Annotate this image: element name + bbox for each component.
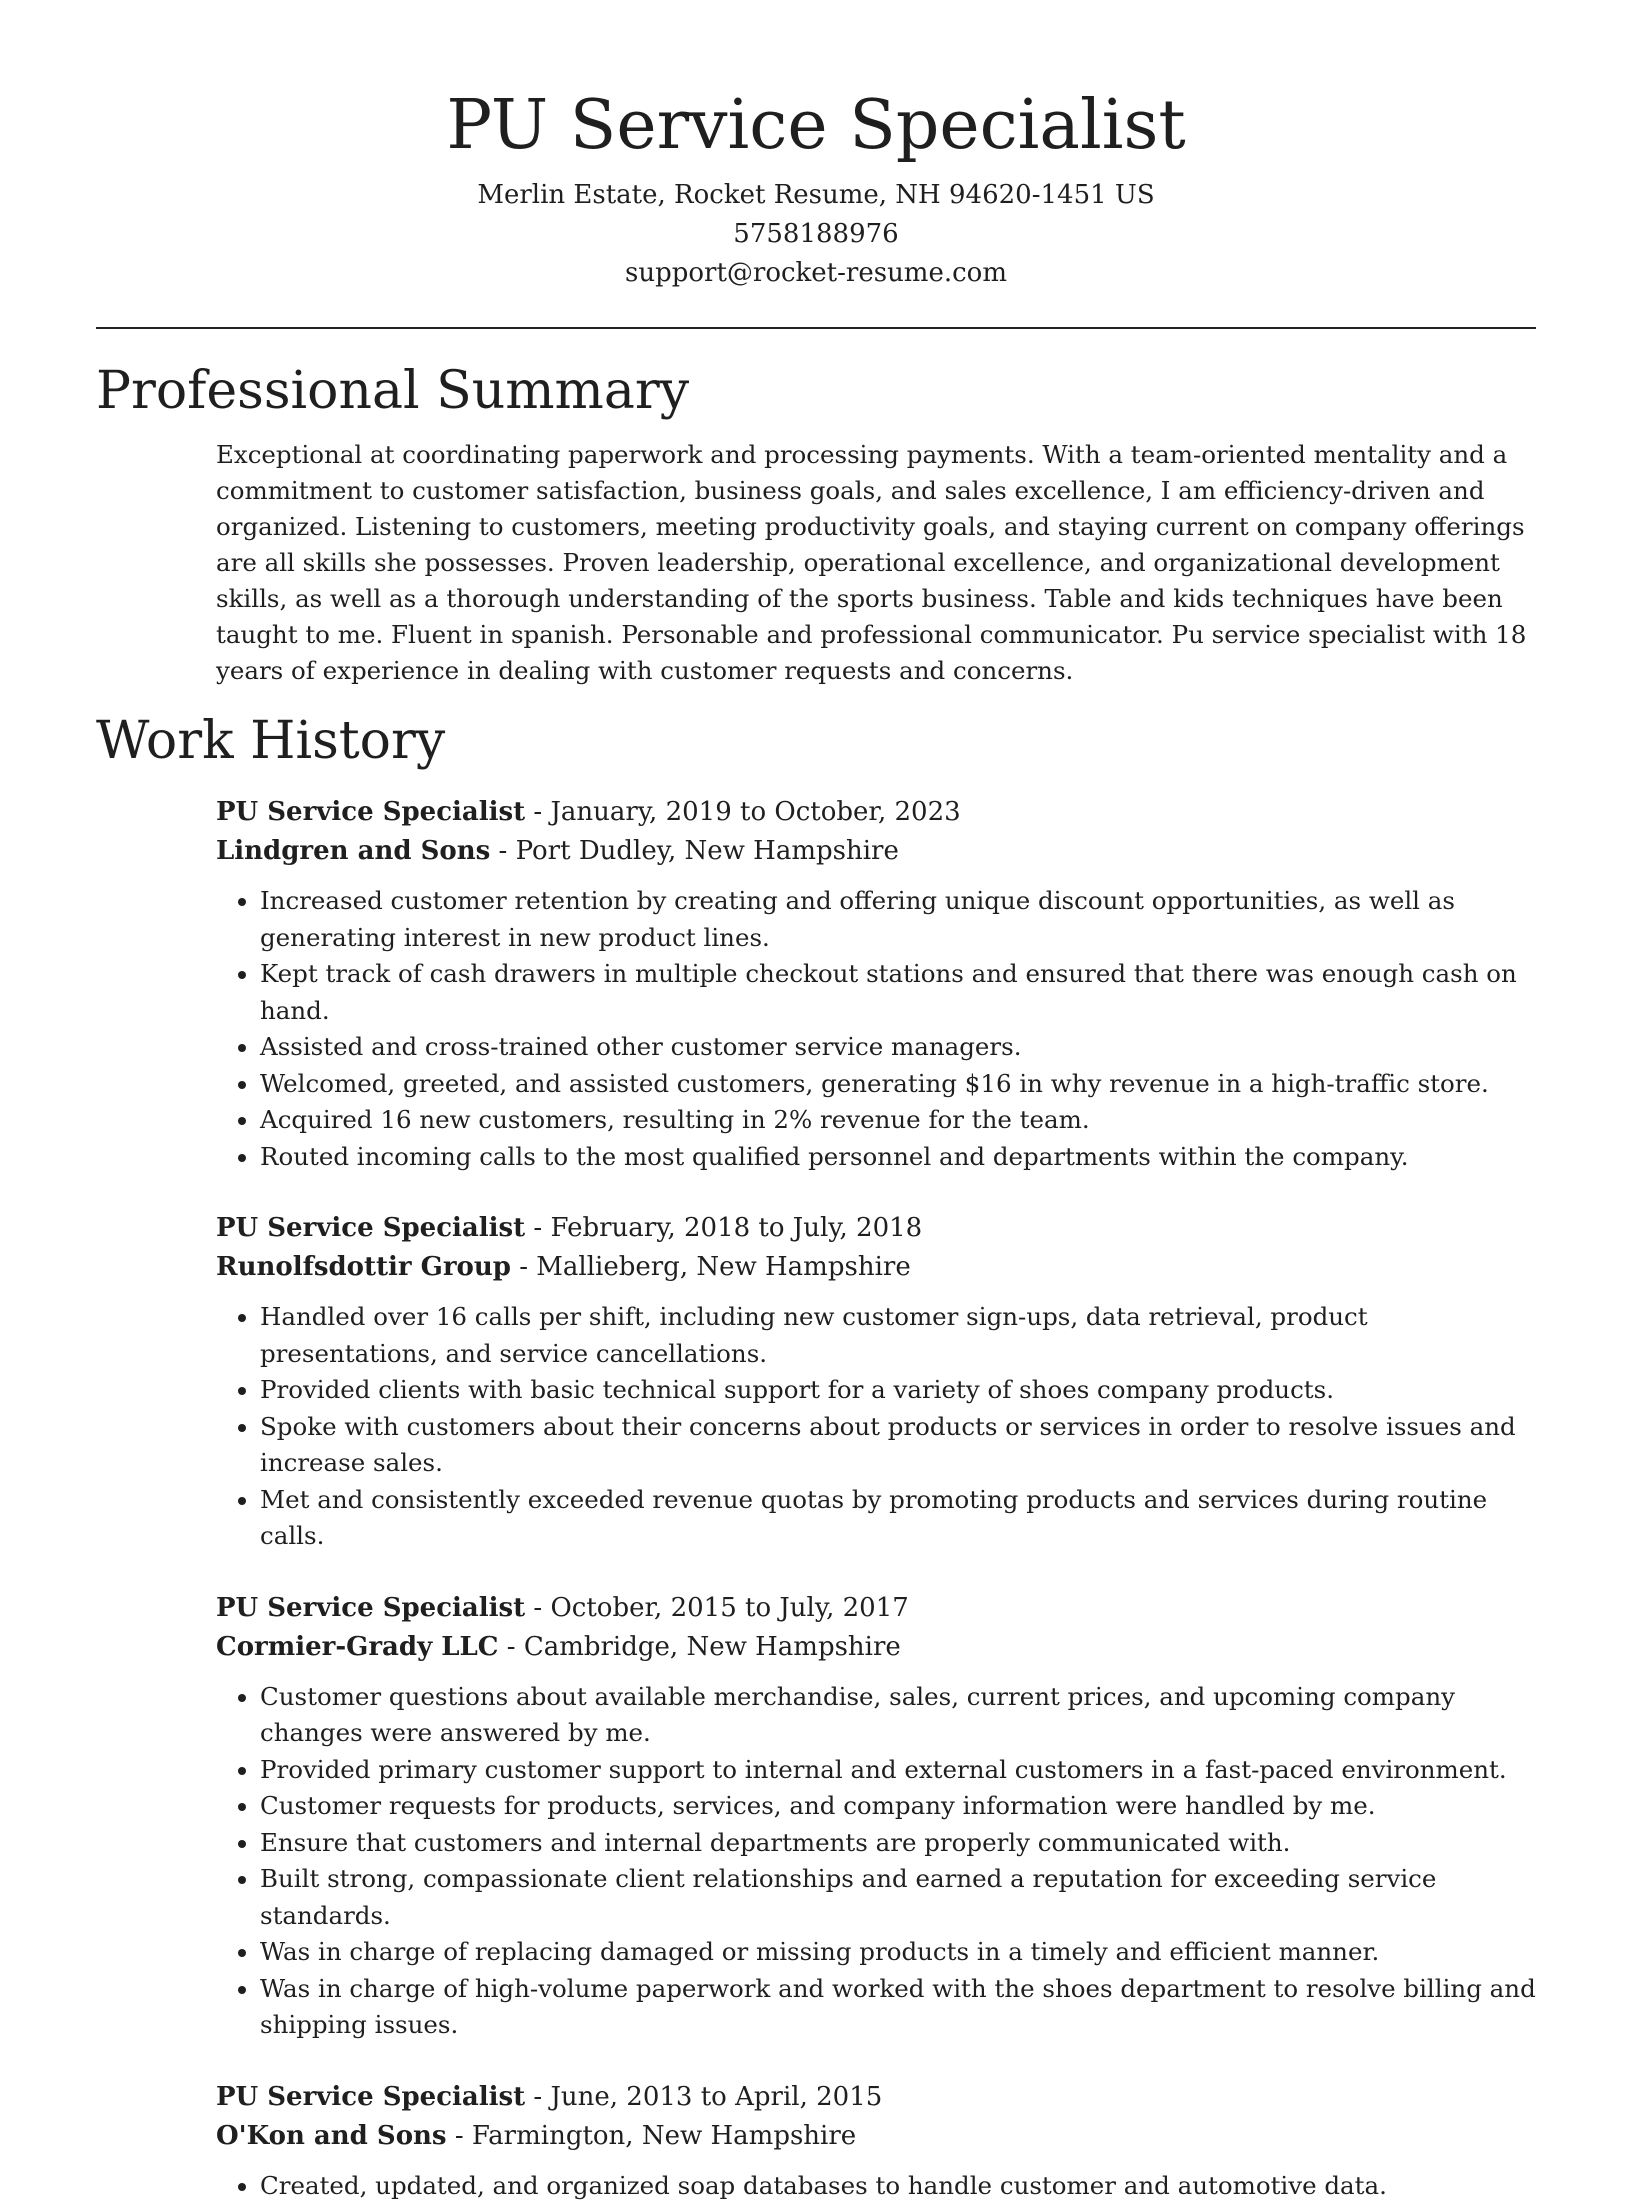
job-bullet: • Welcomed, greeted, and assisted customers, generating $16 in why revenue in a high-traffic store. [260,1066,1536,1103]
job-bullet: • Spoke with customers about their concerns about products or services in order to resolve issues and increase sales. [260,1409,1536,1482]
resume-header [96,0,1536,293]
job-location: - Mallieberg, New Hampshire [511,1252,911,1282]
summary-text: Exceptional at coordinating paperwork and processing payments. With a team-oriented mentality and a commitment to customer satisfaction, business goals, and sales excellence, I am efficiency-driven and organized. Listening to customers, meeting productivity goals, and staying current on company offerings are all skills she possesses. Proven leadership, operational excellence, and organizational development skills, as well as a thorough understanding of the sports business. Table and kids techniques have been taught to me. Fluent in spanish. Personable and professional communicator. Pu service specialist with 18 years of experience in dealing with customer requests and concerns. [216,437,1536,689]
job-location: - Farmington, New Hampshire [447,2121,857,2151]
job-bullets [216,2168,1536,2204]
job-bullet: • Routed incoming calls to the most qualified personnel and departments within the company. [260,1139,1536,1176]
job-role: PU Service Specialist [216,1213,525,1243]
job-title-line [216,793,1536,832]
job-bullet: • Ensure that customers and internal departments are properly communicated with. [260,1825,1536,1862]
job-bullets [216,883,1536,1175]
job-company-line [216,832,1536,871]
job-dates: - October, 2015 to July, 2017 [525,1593,909,1623]
job-dates: - January, 2019 to October, 2023 [525,797,961,827]
job-bullet: • Handled over 16 calls per shift, including new customer sign-ups, data retrieval, product presentations, and service cancellations. [260,1299,1536,1372]
contact-email: support@rocket-resume.com [96,254,1536,293]
job-company: Runolfsdottir Group [216,1252,511,1282]
contact-block [96,176,1536,293]
job-bullet: • Created, updated, and organized soap databases to handle customer and automotive data. [260,2168,1536,2204]
contact-phone: 5758188976 [96,215,1536,254]
job-bullet: • Assisted and cross-trained other customer service managers. [260,1029,1536,1066]
contact-address: Merlin Estate, Rocket Resume, NH 94620-1451 US [96,176,1536,215]
job-company: Lindgren and Sons [216,836,490,866]
job-location: - Port Dudley, New Hampshire [490,836,899,866]
work-history-list [216,793,1536,2204]
job-bullet: • Kept track of cash drawers in multiple checkout stations and ensured that there was enough cash on hand. [260,956,1536,1029]
job-company-line [216,2117,1536,2156]
job-bullet: • Increased customer retention by creating and offering unique discount opportunities, as well as generating interest in new product lines. [260,883,1536,956]
job-dates: - June, 2013 to April, 2015 [525,2082,882,2112]
job-bullet: • Provided primary customer support to internal and external customers in a fast-paced environment. [260,1752,1536,1789]
summary-heading: Professional Summary [96,359,1536,423]
job-bullets [216,1299,1536,1555]
job-entry [216,2078,1536,2204]
job-role: PU Service Specialist [216,2082,525,2112]
job-title-line [216,1589,1536,1628]
job-company: Cormier-Grady LLC [216,1632,499,1662]
job-role: PU Service Specialist [216,797,525,827]
job-entry [216,793,1536,1175]
job-title-line [216,1209,1536,1248]
candidate-name: PU Service Specialist [96,84,1536,168]
job-entry [216,1589,1536,2044]
job-location: - Cambridge, New Hampshire [499,1632,901,1662]
job-bullet: • Acquired 16 new customers, resulting in 2% revenue for the team. [260,1102,1536,1139]
job-role: PU Service Specialist [216,1593,525,1623]
job-bullet: • Built strong, compassionate client relationships and earned a reputation for exceeding service standards. [260,1861,1536,1934]
job-bullet: • Met and consistently exceeded revenue quotas by promoting products and services during routine calls. [260,1482,1536,1555]
job-bullet: • Was in charge of high-volume paperwork and worked with the shoes department to resolve billing and shipping issues. [260,1971,1536,2044]
work-history-heading: Work History [96,709,1536,773]
job-company: O'Kon and Sons [216,2121,447,2151]
job-title-line [216,2078,1536,2117]
job-company-line [216,1628,1536,1667]
job-bullet: • Customer questions about available merchandise, sales, current prices, and upcoming company changes were answered by me. [260,1679,1536,1752]
job-company-line [216,1248,1536,1287]
job-dates: - February, 2018 to July, 2018 [525,1213,922,1243]
job-bullets [216,1679,1536,2044]
job-entry [216,1209,1536,1555]
job-bullet: • Provided clients with basic technical support for a variety of shoes company products. [260,1372,1536,1409]
job-bullet: • Customer requests for products, services, and company information were handled by me. [260,1788,1536,1825]
job-bullet: • Was in charge of replacing damaged or missing products in a timely and efficient manner. [260,1934,1536,1971]
header-divider [96,327,1536,329]
